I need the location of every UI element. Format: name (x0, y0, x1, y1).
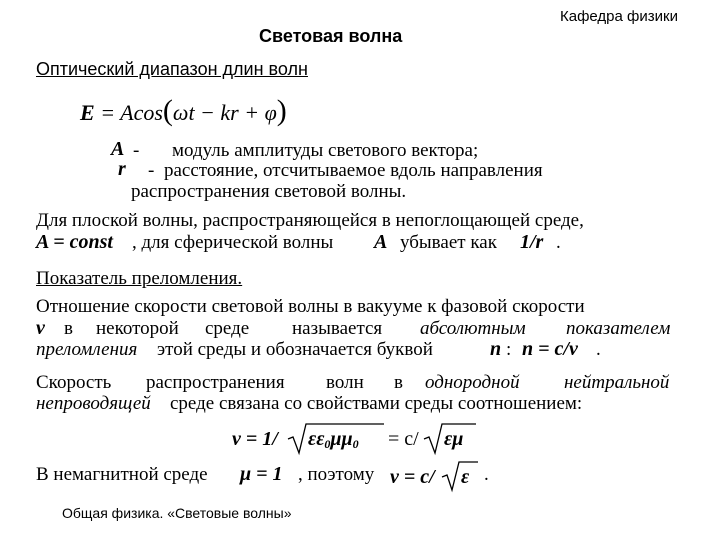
symbol-distance: r (118, 158, 126, 180)
refraction-word-medium: среде (205, 318, 250, 339)
speed-word-neutral: нейтральной (564, 372, 670, 393)
refraction-line1: Отношение скорости световой волны в вакууме к фазовой скорости (36, 296, 585, 317)
speed-word-4: в (394, 372, 403, 393)
velocity-formula-2-text: v = c/ (390, 466, 435, 488)
period-3: . (484, 464, 489, 485)
speed-word-2: распространения (146, 372, 285, 393)
refraction-word-absolute: абсолютным (420, 318, 526, 339)
velocity-formula-v: v = 1/ (232, 428, 278, 450)
slide-title: Световая волна (259, 26, 403, 46)
nonmagnetic-text: В немагнитной среде (36, 464, 208, 485)
refraction-word-some: некоторой (96, 318, 179, 339)
refraction-word-v: в (64, 318, 73, 339)
velocity-formula-nonmagnetic (390, 458, 490, 498)
therefore-text: , поэтому (298, 464, 375, 485)
velocity-formula-radicand-2: εμ (444, 428, 464, 450)
wave-equation-text: E = Acos(ωt − kr + φ) (80, 94, 287, 127)
plane-wave-text: Для плоской волны, распространяющейся в непоглощающей среде, (36, 210, 584, 231)
dash-amplitude: - (133, 140, 140, 161)
definition-distance-line2: распространения световой волны. (131, 181, 407, 202)
refraction-line3-text: этой среды и обозначается буквой (157, 339, 433, 360)
speed-word-nonconducting: непроводящей (36, 393, 151, 414)
symbol-n: n (490, 338, 502, 360)
section-heading-optical-range: Оптический диапазон длин волн (36, 59, 308, 79)
dash-distance: - (148, 160, 155, 181)
speed-line2-text: среде связана со свойствами среды соотношением: (170, 393, 583, 414)
velocity-formula (232, 420, 492, 460)
refraction-word-refraction: преломления (36, 339, 138, 360)
symbol-amplitude: A (111, 138, 125, 160)
symbol-amplitude-2: A (374, 231, 388, 253)
refraction-word-called: называется (292, 318, 383, 339)
speed-word-homogeneous: однородной (425, 372, 520, 393)
wave-equation (80, 92, 320, 132)
section-heading-refractive-index: Показатель преломления. (36, 268, 243, 289)
speed-word-1: Скорость (36, 372, 112, 393)
spherical-wave-text: , для сферической волны (132, 232, 334, 253)
velocity-formula-c: = c/ (388, 428, 419, 450)
definition-distance-line1: расстояние, отсчитываемое вдоль направления (164, 160, 543, 181)
refraction-word-index: показателем (566, 318, 671, 339)
formula-inverse-r: 1/r (520, 231, 544, 253)
definition-amplitude: модуль амплитуды светового вектора; (172, 140, 479, 161)
sqrt-sign-3 (442, 462, 478, 490)
formula-const-amplitude: A = const (36, 231, 113, 253)
formula-mu-equals-1: μ = 1 (240, 463, 283, 485)
period-1: . (556, 232, 561, 253)
velocity-formula-radicand-1: εε0μμ0 (308, 428, 359, 451)
symbol-velocity: v (36, 317, 45, 339)
period-2: . (596, 339, 601, 360)
footer-text: Общая физика. «Световые волны» (62, 505, 292, 521)
velocity-formula-2-epsilon: ε (461, 466, 470, 488)
formula-refractive-index: n = c/v (522, 338, 578, 360)
colon: : (506, 339, 512, 360)
decays-as-text: убывает как (400, 232, 497, 253)
department-label: Кафедра физики (560, 8, 678, 25)
speed-word-3: волн (326, 372, 364, 393)
